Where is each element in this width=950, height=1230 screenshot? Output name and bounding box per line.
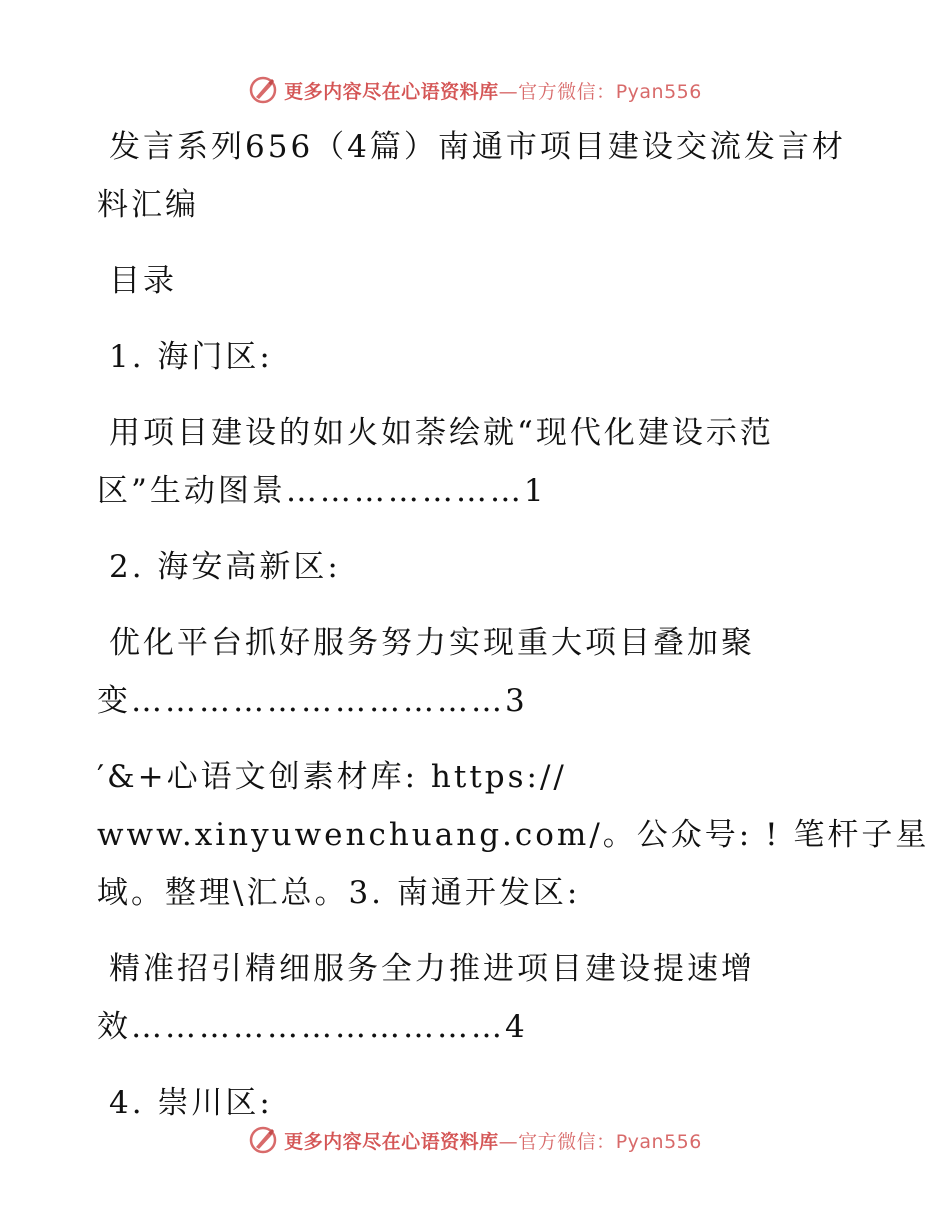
notice-line1: ′&+心语文创素材库: https:// xyxy=(97,759,567,795)
toc-item-3-title-line2: 效……………………………4 xyxy=(97,1009,528,1045)
toc-item-2-title-line1: 优化平台抓好服务努力实现重大项目叠加聚 xyxy=(109,625,755,661)
document-title-line1: 发言系列656（4篇）南通市项目建设交流发言材 xyxy=(109,129,846,165)
watermark-text: 更多内容尽在心语资料库—官方微信：Pyan556 xyxy=(284,80,702,103)
document-title-line2: 料汇编 xyxy=(97,187,199,223)
notice-line2: www.xinyuwenchuang.com/。公众号: ! 笔杆子星 xyxy=(97,817,930,853)
toc-item-2-title-line2: 变……………………………3 xyxy=(97,683,528,719)
toc-item-2-heading: 2. 海安高新区: xyxy=(109,549,341,585)
footer-watermark xyxy=(0,1120,950,1160)
toc-item-1-heading: 1. 海门区: xyxy=(109,339,273,375)
toc-item-1-title-line2: 区”生动图景…………………1 xyxy=(97,473,547,509)
document-body xyxy=(97,118,930,1132)
notice-line3: 域。整理\汇总。3. 南通开发区: xyxy=(97,875,581,911)
pen-logo-icon xyxy=(248,1125,278,1155)
toc-heading: 目录 xyxy=(109,263,177,299)
toc-item-4-heading: 4. 崇川区: xyxy=(109,1085,273,1121)
pen-logo-icon xyxy=(248,75,278,105)
toc-item-1-title-line1: 用项目建设的如火如荼绘就“现代化建设示范 xyxy=(109,415,774,451)
watermark-text: 更多内容尽在心语资料库—官方微信：Pyan556 xyxy=(284,1130,702,1153)
toc-item-3-title-line1: 精准招引精细服务全力推进项目建设提速增 xyxy=(109,951,755,987)
header-watermark xyxy=(0,70,950,110)
